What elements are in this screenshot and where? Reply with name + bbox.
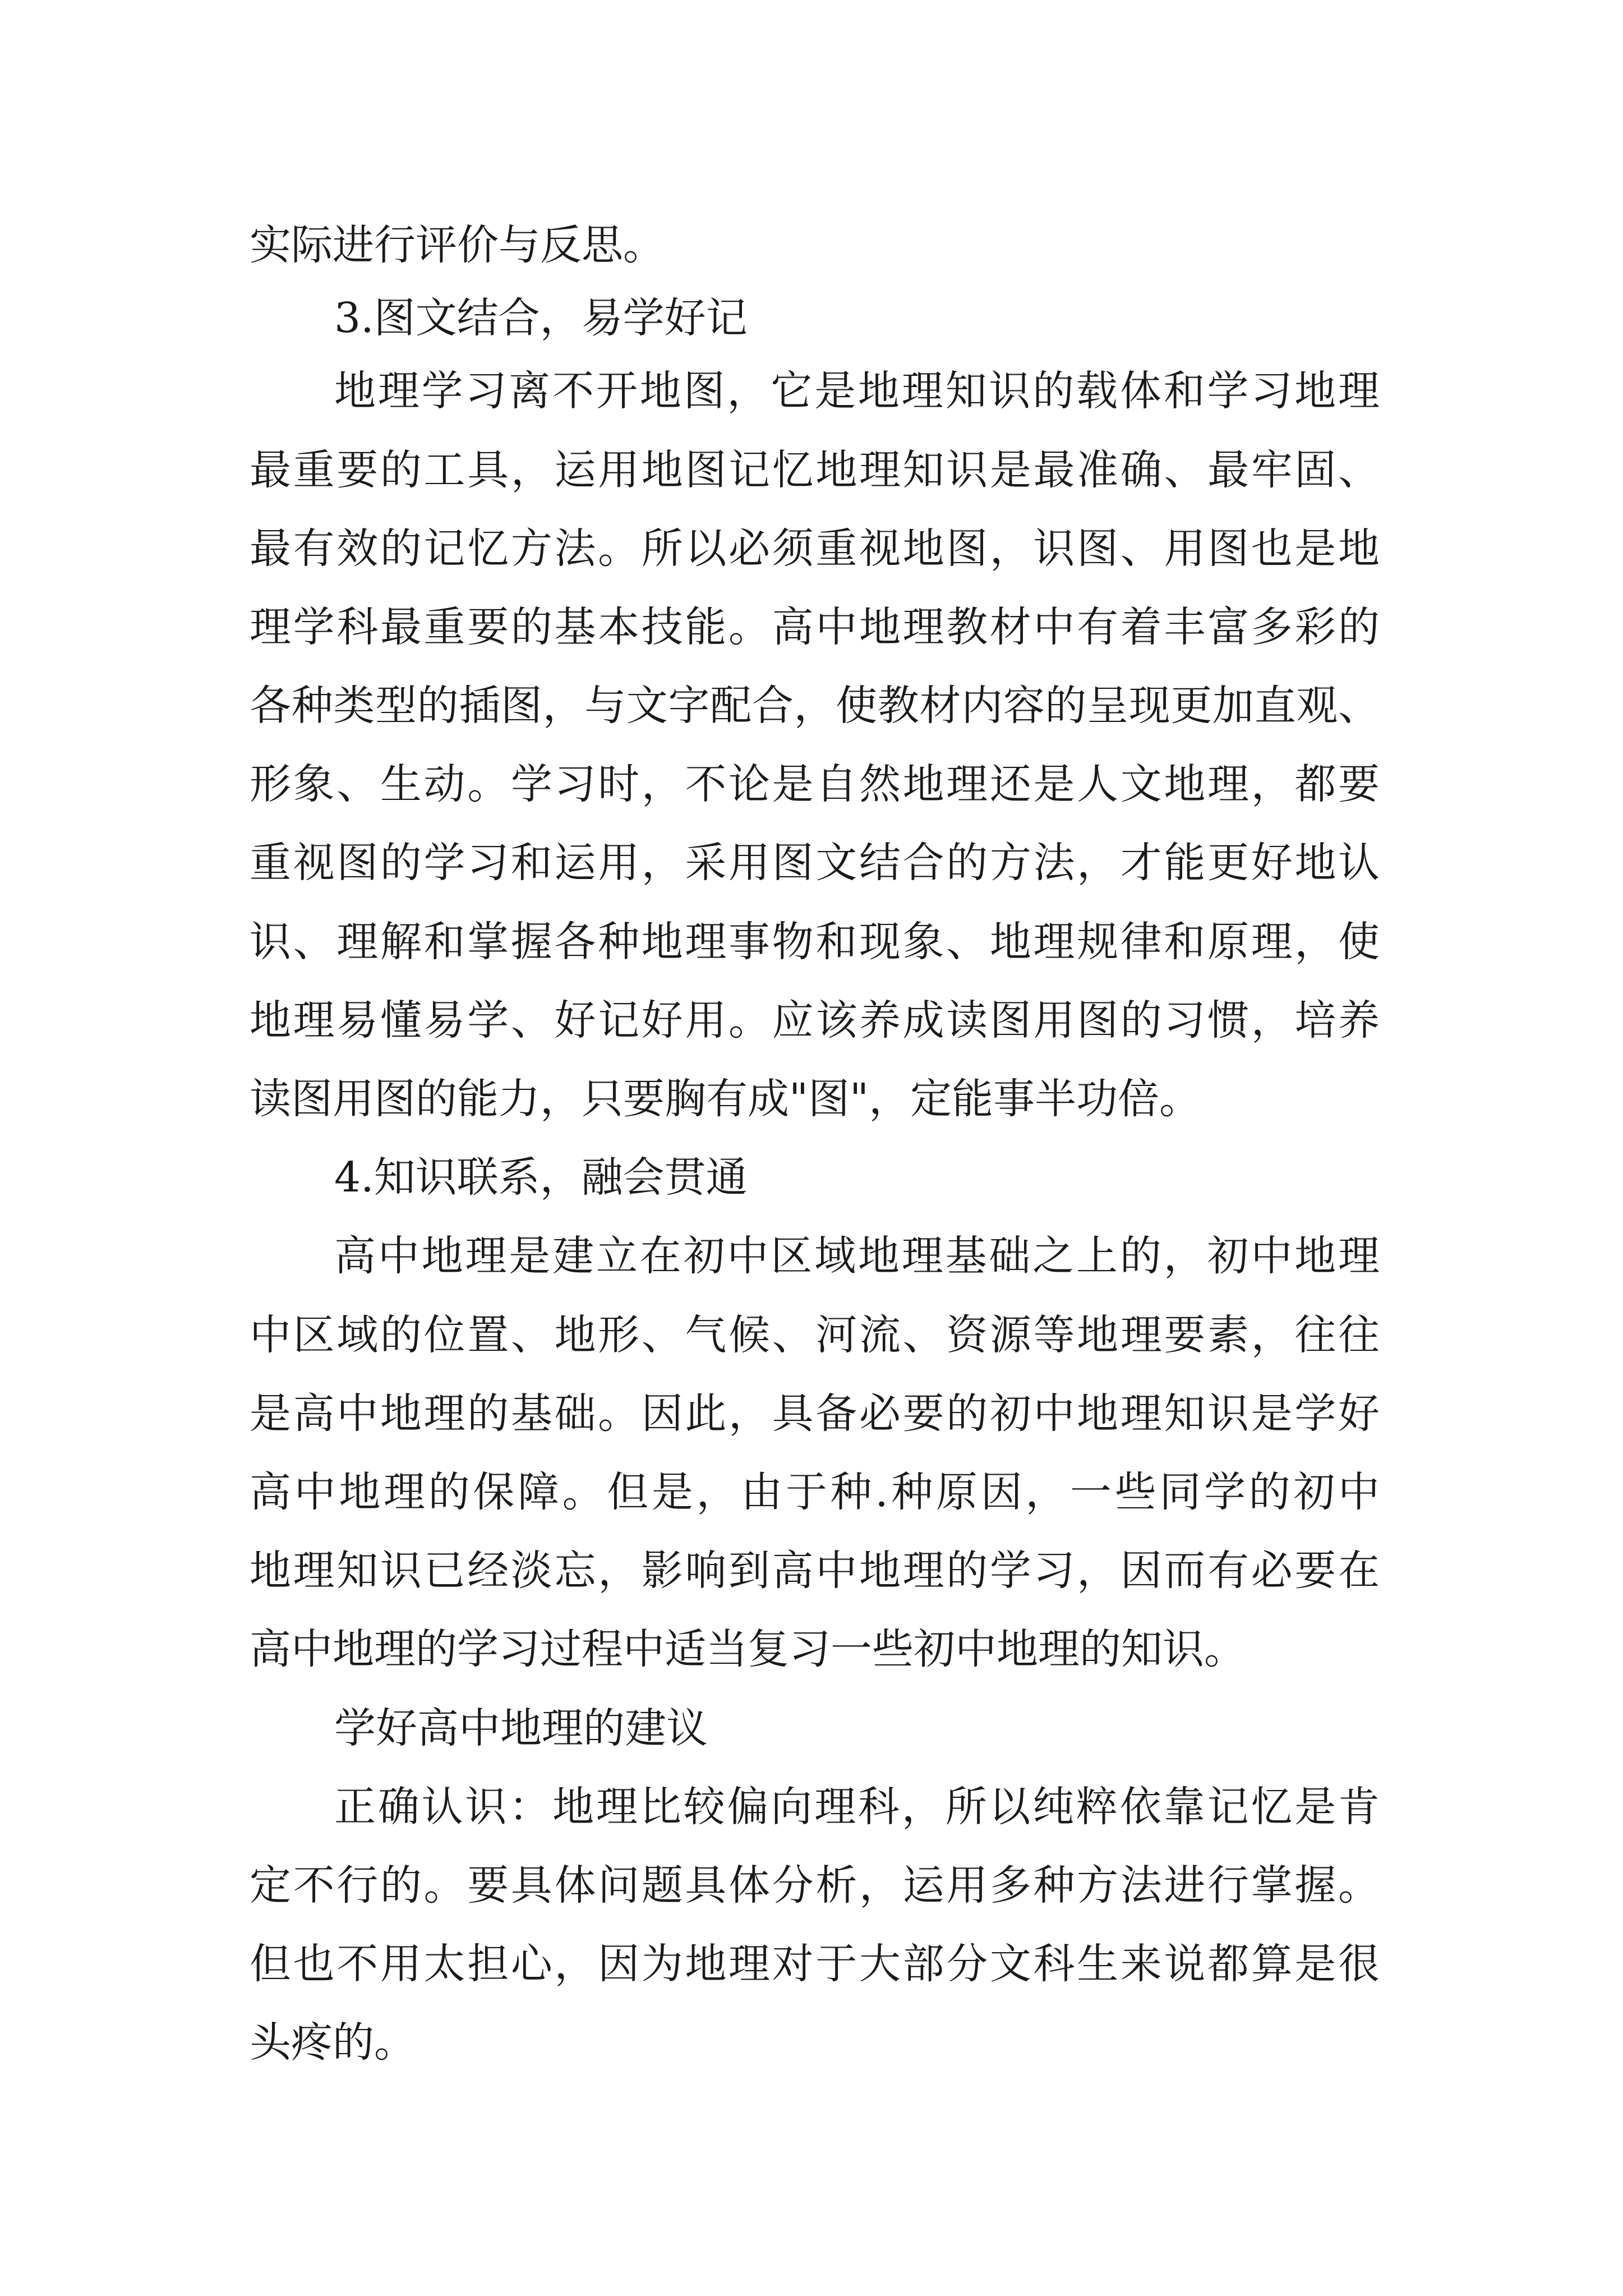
text-line: 地理学习离不开地图，它是地理知识的载体和学习地理 [334,367,1380,415]
text-line: 是高中地理的基础。因此，具备必要的初中地理知识是学好 [250,1389,1380,1438]
text-line: 中区域的位置、地形、气候、河流、资源等地理要素，往往 [250,1311,1380,1359]
text-line: 识、理解和掌握各种地理事物和现象、地理规律和原理，使 [250,918,1380,966]
text-line: 理学科最重要的基本技能。高中地理教材中有着丰富多彩的 [250,603,1380,651]
text-line: 高中地理是建立在初中区域地理基础之上的，初中地理 [334,1232,1380,1280]
text-line: 定不行的。要具体问题具体分析，运用多种方法进行掌握。 [250,1861,1380,1910]
text-line: 但也不用太担心，因为地理对于大部分文科生来说都算是很 [250,1940,1380,1988]
text-line: 高中地理的保障。但是，由于种.种原因，一些同学的初中 [250,1468,1380,1516]
text-line: 正确认识：地理比较偏向理科，所以纯粹依靠记忆是肯 [334,1783,1380,1831]
text-line: 头疼的。 [250,2018,416,2067]
text-line: 最有效的记忆方法。所以必须重视地图，识图、用图也是地 [250,524,1380,573]
section-heading: 学好高中地理的建议 [334,1704,708,1752]
text-line: 读图用图的能力，只要胸有成"图"，定能事半功倍。 [250,1075,1201,1123]
text-line: 形象、生动。学习时，不论是自然地理还是人文地理，都要 [250,760,1380,808]
text-line: 重视图的学习和运用，采用图文结合的方法，才能更好地认 [250,839,1380,887]
section-heading: 4.知识联系，融会贯通 [334,1153,748,1202]
text-line: 地理知识已经淡忘，影响到高中地理的学习，因而有必要在 [250,1547,1380,1595]
text-line: 地理易懂易学、好记好用。应该养成读图用图的习惯，培养 [250,996,1380,1045]
text-line: 高中地理的学习过程中适当复习一些初中地理的知识。 [250,1625,1246,1673]
text-line: 最重要的工具，运用地图记忆地理知识是最准确、最牢固、 [250,446,1380,494]
text-line: 实际进行评价与反思。 [250,221,665,269]
section-heading: 3.图文结合，易学好记 [334,294,748,342]
text-line: 各种类型的插图，与文字配合，使教材内容的呈现更加直观、 [250,682,1380,730]
